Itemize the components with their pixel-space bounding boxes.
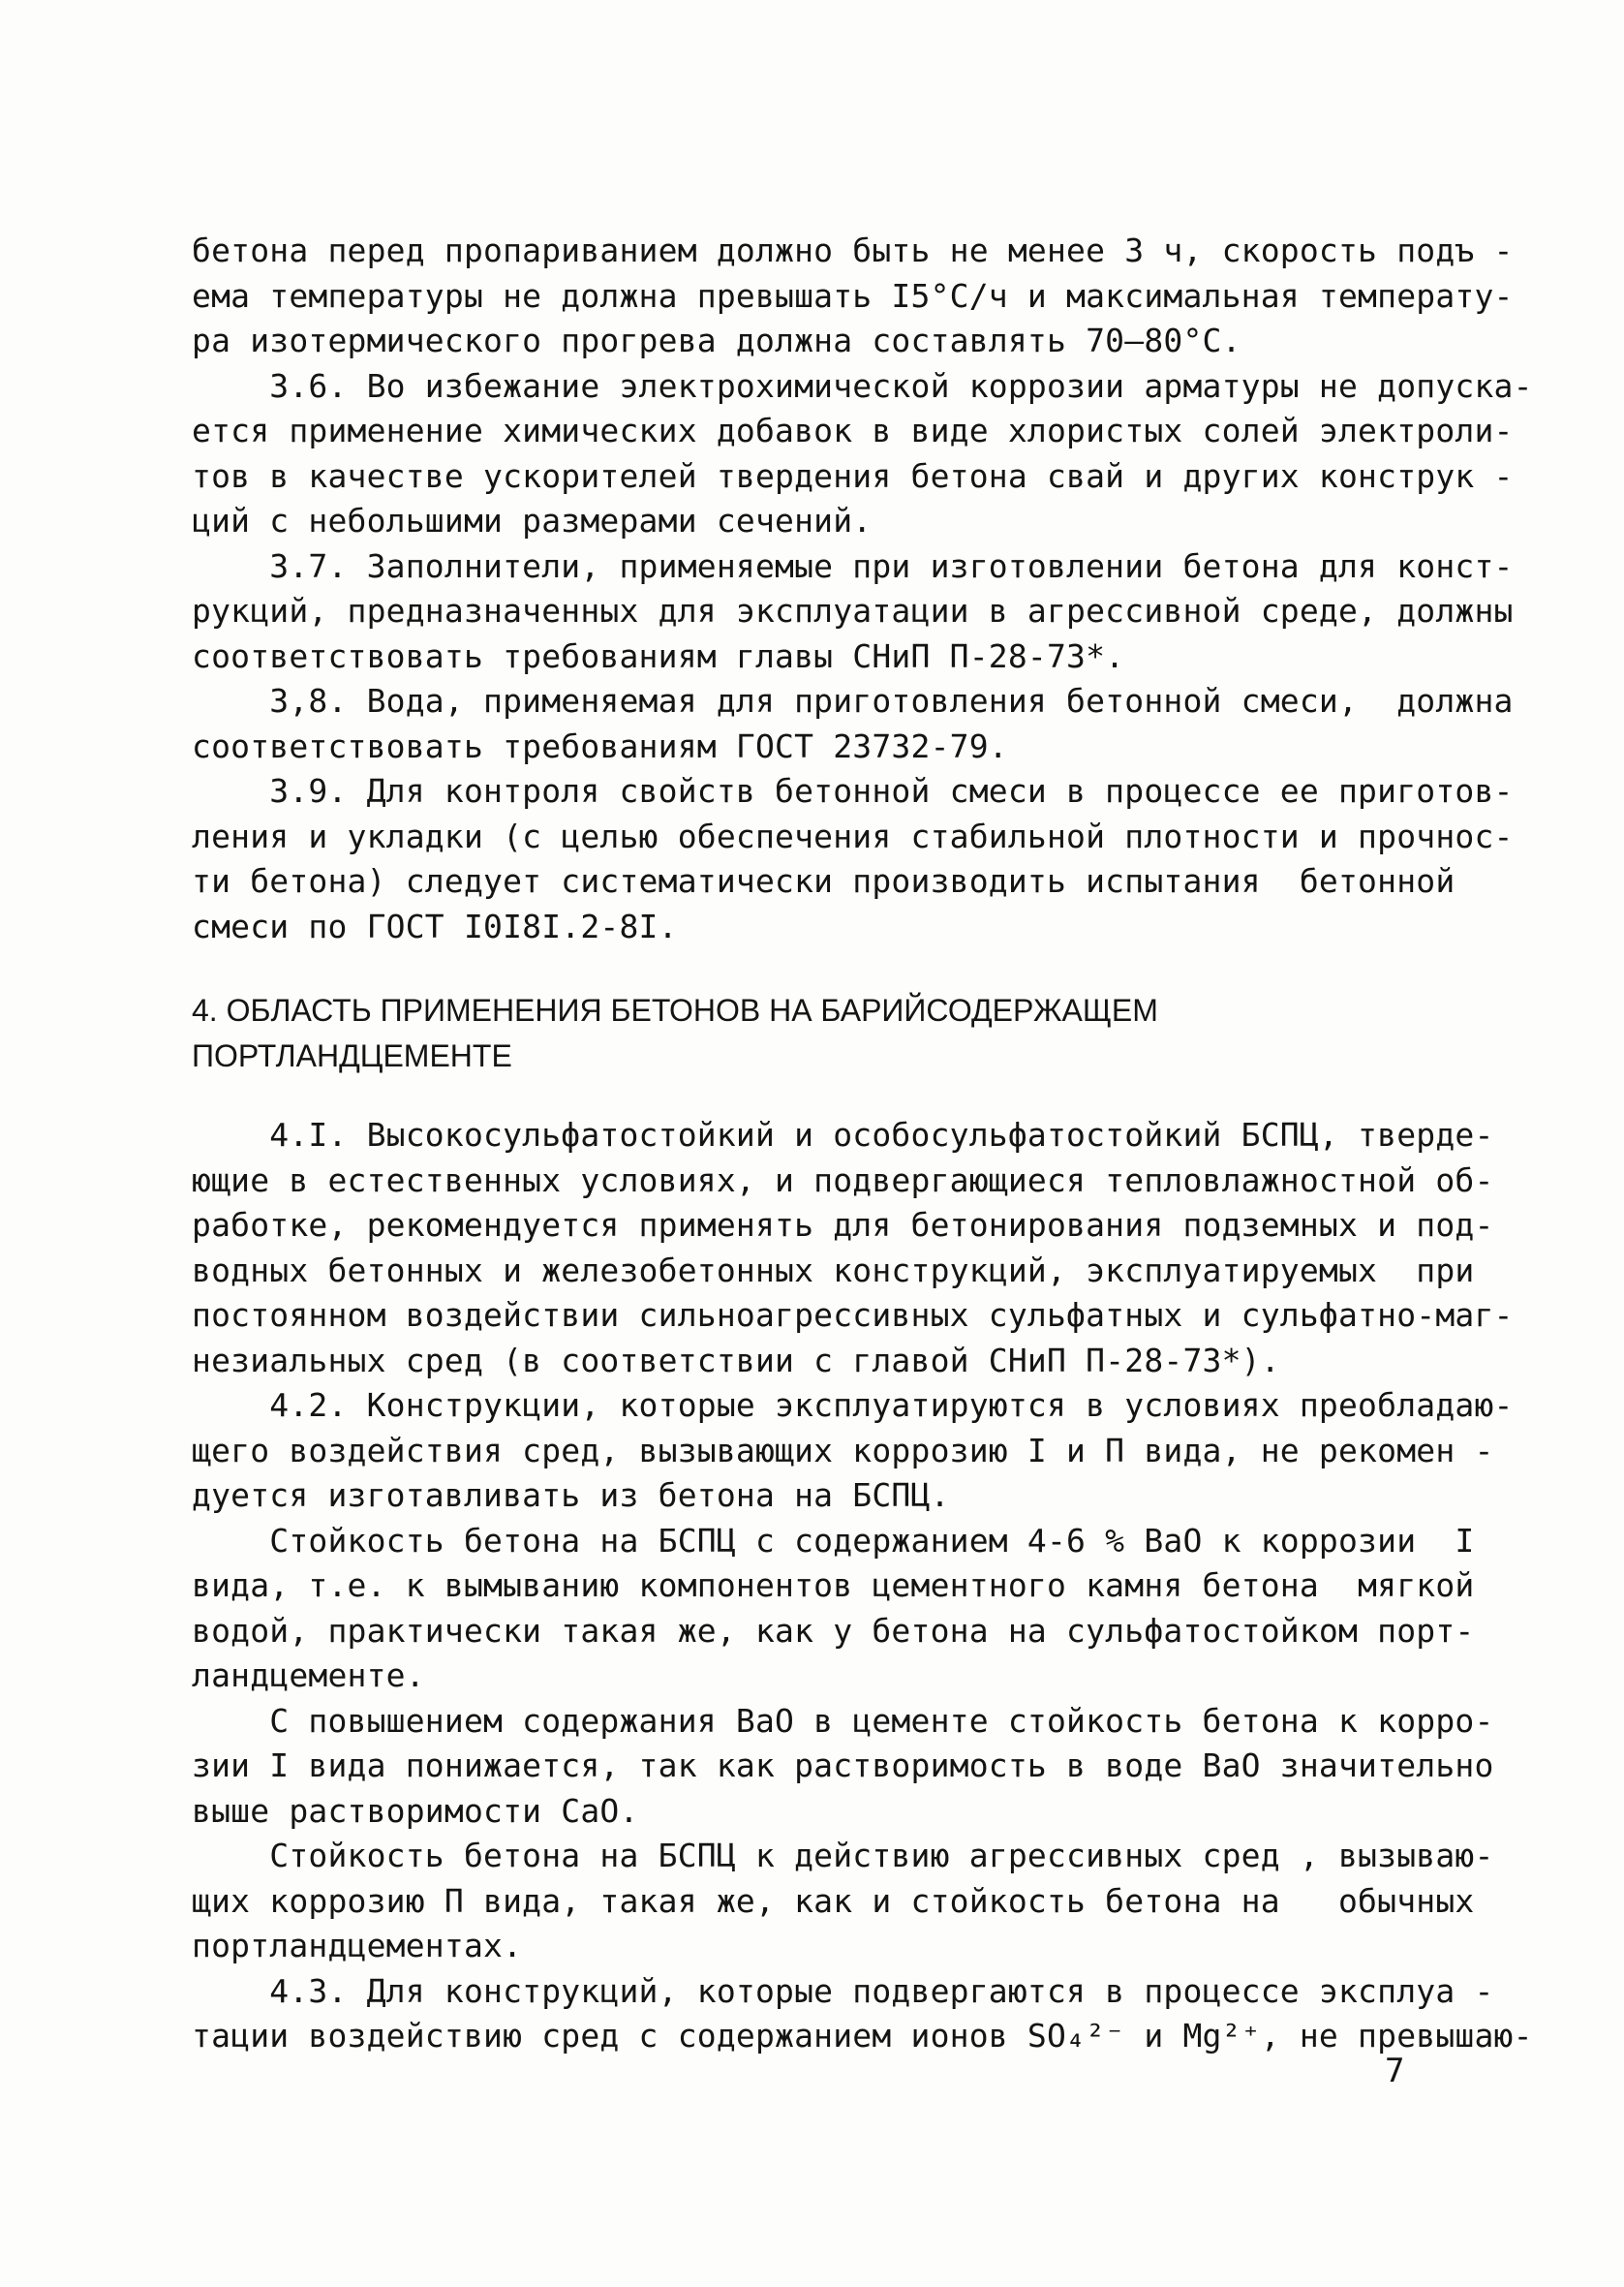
text-line: водой, практически такая же, как у бетона на сульфатостойком порт-	[192, 1611, 1475, 1650]
text-line: выше растворимости CaO.	[192, 1791, 639, 1830]
text-line: бетона перед пропариванием должно быть не менее 3 ч, скорость подъ -	[192, 232, 1514, 269]
paragraph	[192, 769, 1514, 949]
text-line: 4.3. Для конструкций, которые подвергаются в процессе эксплуа -	[192, 1971, 1494, 2010]
text-line: ций с небольшими размерами сечений.	[192, 502, 873, 540]
paragraph	[192, 1699, 1494, 1835]
paragraph	[192, 1383, 1514, 1519]
page-body	[192, 229, 1533, 2059]
text-line: С повышением содержания BaO в цементе стойкость бетона к корро-	[192, 1701, 1494, 1740]
paragraph	[192, 364, 1533, 544]
text-line: портландцементах.	[192, 1927, 523, 1964]
text-line: тации воздействию сред с содержанием ионов SO₄²⁻ и Mg²⁺, не превышаю-	[192, 2017, 1533, 2055]
text-line: щего воздействия сред, вызывающих коррозию I и П вида, не рекомен -	[192, 1431, 1494, 1469]
text-line: тов в качестве ускорителей твердения бетона свай и других конструк -	[192, 456, 1514, 495]
text-line: Стойкость бетона на БСПЦ с содержанием 4-6 % BaO к коррозии I	[192, 1521, 1475, 1560]
text-line: постоянном воздействии сильноагрессивных сульфатных и сульфатно-маг-	[192, 1296, 1514, 1334]
text-line: 3.7. Заполнители, применяемые при изготовлении бетона для конст-	[192, 546, 1514, 585]
text-line: 4.2. Конструкции, которые эксплуатируются в условиях преобладаю-	[192, 1386, 1514, 1424]
text-line: рукций, предназначенных для эксплуатации в агрессивной среде, должны	[192, 592, 1514, 630]
section-4-text	[192, 1113, 1533, 2059]
text-line: 4.I. Высокосульфатостойкий и особосульфатостойкий БСПЦ, тверде-	[192, 1116, 1494, 1154]
paragraph	[192, 544, 1514, 680]
text-line: незиальных сред (в соответствии с главой СНиП П-28-73*).	[192, 1341, 1280, 1379]
text-line: ется применение химических добавок в виде хлористых солей электроли-	[192, 412, 1514, 449]
text-line: водных бетонных и железобетонных конструкций, эксплуатируемых при	[192, 1251, 1475, 1289]
text-line: ра изотермического прогрева должна составлять 70–80°C.	[192, 322, 1241, 359]
paragraph	[192, 1113, 1514, 1383]
section-4-heading: 4. ОБЛАСТЬ ПРИМЕНЕНИЯ БЕТОНОВ НА БАРИЙСОДЕРЖАЩЕМ ПОРТЛАНДЦЕМЕНТЕ	[192, 993, 1158, 1073]
text-line: соответствовать требованиям главы СНиП П-28-73*.	[192, 636, 1125, 675]
text-line: ландцементе.	[192, 1656, 425, 1694]
text-line: зии I вида понижается, так как растворимость в воде BaO значительно	[192, 1746, 1494, 1784]
text-line: 3,8. Вода, применяемая для приготовления бетонной смеси, должна	[192, 682, 1514, 720]
text-line: работке, рекомендуется применять для бетонирования подземных и под-	[192, 1206, 1494, 1244]
paragraph	[192, 1519, 1475, 1699]
text-line: щих коррозию П вида, такая же, как и стойкость бетона на обычных	[192, 1881, 1475, 1920]
section-3-text	[192, 229, 1533, 949]
text-line: 3.9. Для контроля свойств бетонной смеси в процессе ее приготов-	[192, 772, 1514, 810]
text-line: ема температуры не должна превышать I5°C/ч и максимальная температу-	[192, 276, 1514, 315]
text-line: смеси по ГОСТ I0I8I.2-8I.	[192, 907, 678, 945]
page-number: 7	[1385, 2052, 1405, 2090]
paragraph	[192, 229, 1514, 364]
text-line: ющие в естественных условиях, и подвергающиеся тепловлажностной об-	[192, 1160, 1494, 1199]
paragraph	[192, 1969, 1533, 2059]
text-line: ления и укладки (с целью обеспечения стабильной плотности и прочнос-	[192, 817, 1514, 855]
paragraph	[192, 679, 1514, 769]
text-line: дуется изготавливать из бетона на БСПЦ.	[192, 1476, 950, 1514]
text-line: вида, т.е. к вымыванию компонентов цементного камня бетона мягкой	[192, 1566, 1475, 1604]
paragraph	[192, 1834, 1494, 1969]
text-line: соответствовать требованиям ГОСТ 23732-79.	[192, 726, 1008, 765]
text-line: 3.6. Во избежание электрохимической коррозии арматуры не допуска-	[192, 366, 1533, 405]
text-line: ти бетона) следует систематически производить испытания бетонной	[192, 862, 1455, 900]
text-line: Стойкость бетона на БСПЦ к действию агрессивных сред , вызываю-	[192, 1837, 1494, 1874]
